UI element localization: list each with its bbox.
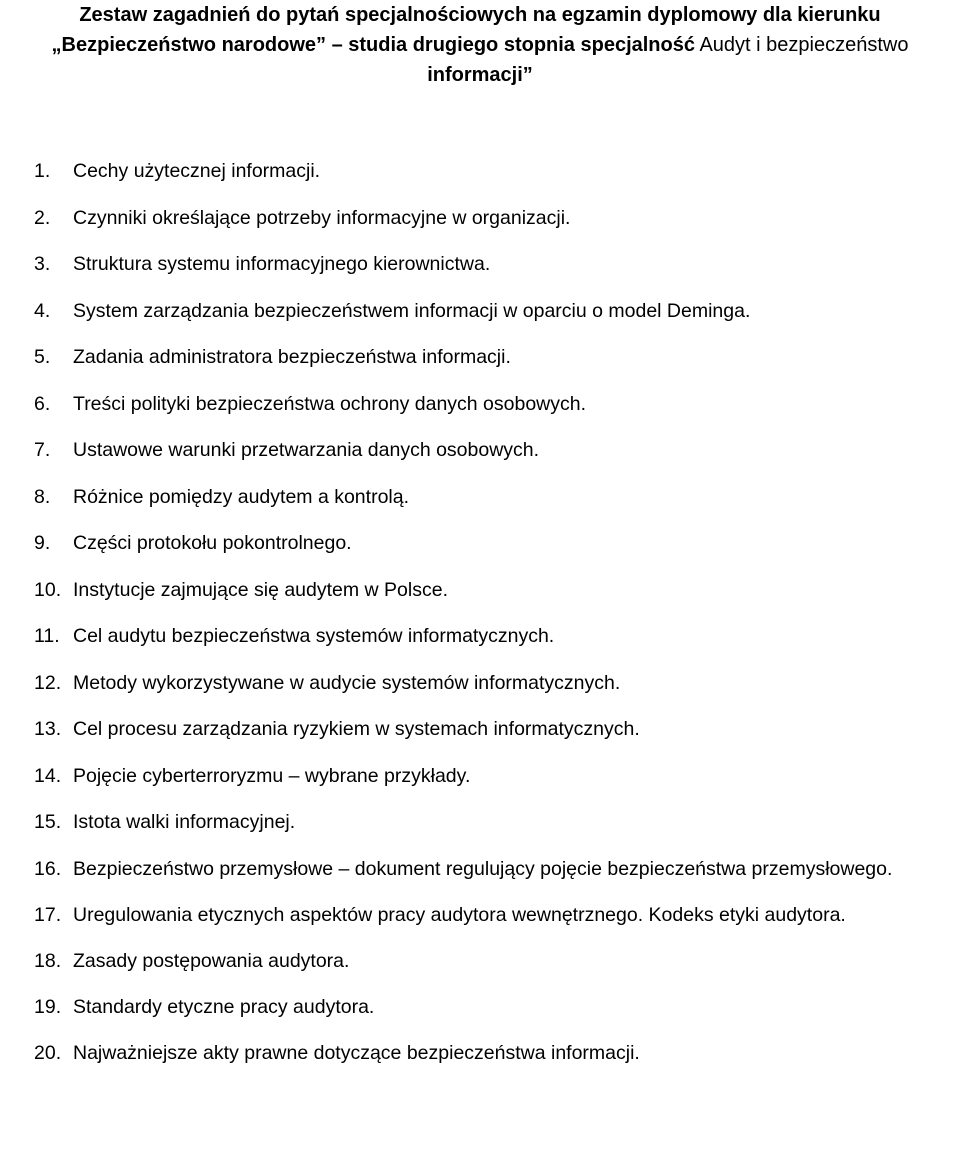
question-text: Instytucje zajmujące się audytem w Polsce. xyxy=(73,578,448,601)
question-number: 9. xyxy=(34,532,51,554)
question-item xyxy=(0,892,943,938)
question-number: 8. xyxy=(34,485,51,508)
question-text: Cechy użytecznej informacji. xyxy=(73,160,321,182)
question-item xyxy=(0,334,943,381)
question-text: Treści polityki bezpieczeństwa ochrony danych osobowych. xyxy=(73,392,587,415)
question-item xyxy=(0,846,943,892)
question-item xyxy=(0,427,943,474)
question-item xyxy=(0,381,943,428)
question-number: 19. xyxy=(34,995,62,1018)
question-number: 2. xyxy=(34,206,51,229)
question-text: Cel audytu bezpieczeństwa systemów informatycznych. xyxy=(73,625,555,647)
question-item xyxy=(0,195,943,242)
question-text: Standardy etyczne pracy audytora. xyxy=(73,995,375,1018)
question-text: Metody wykorzystywane w audycie systemów informatycznych. xyxy=(73,671,621,694)
question-number: 17. xyxy=(34,903,62,926)
question-item xyxy=(0,288,943,335)
question-item xyxy=(0,241,943,288)
question-text: Pojęcie cyberterroryzmu – wybrane przykłady. xyxy=(73,764,471,787)
question-item xyxy=(0,1030,943,1076)
question-item xyxy=(0,567,943,614)
document-title xyxy=(30,0,930,90)
question-number: 16. xyxy=(34,857,62,880)
title-line-2 xyxy=(30,30,930,60)
question-number: 10. xyxy=(34,578,62,601)
question-text: Czynniki określające potrzeby informacyjne w organizacji. xyxy=(73,206,571,229)
title-line-3: informacji” xyxy=(427,64,533,86)
question-number: 13. xyxy=(34,718,62,740)
question-number: 18. xyxy=(34,949,62,972)
question-number: 4. xyxy=(34,299,51,322)
question-number: 12. xyxy=(34,671,62,694)
question-number: 3. xyxy=(34,253,51,275)
question-text: Istota walki informacyjnej. xyxy=(73,811,296,833)
question-text: Najważniejsze akty prawne dotyczące bezpieczeństwa informacji. xyxy=(73,1041,640,1064)
question-item xyxy=(0,706,943,753)
question-text: System zarządzania bezpieczeństwem informacji w oparciu o model Deminga. xyxy=(73,299,751,322)
question-text: Zasady postępowania audytora. xyxy=(73,949,350,972)
question-item xyxy=(0,753,943,800)
question-text: Struktura systemu informacyjnego kierownictwa. xyxy=(73,253,491,275)
question-item xyxy=(0,938,943,984)
question-number: 11. xyxy=(34,625,60,647)
question-text: Różnice pomiędzy audytem a kontrolą. xyxy=(73,485,410,508)
question-item xyxy=(0,148,943,195)
question-number: 1. xyxy=(34,160,51,182)
question-item xyxy=(0,520,943,567)
question-text: Uregulowania etycznych aspektów pracy audytora wewnętrznego. Kodeks etyki audytora. xyxy=(73,903,846,926)
question-number: 7. xyxy=(34,439,51,461)
question-list xyxy=(0,148,960,1076)
question-text: Cel procesu zarządzania ryzykiem w systemach informatycznych. xyxy=(73,718,640,740)
question-number: 5. xyxy=(34,346,51,368)
question-number: 6. xyxy=(34,392,51,415)
title-line-1: Zestaw zagadnień do pytań specjalnościowych na egzamin dyplomowy dla kierunku xyxy=(79,4,881,26)
question-text: Zadania administratora bezpieczeństwa informacji. xyxy=(73,346,511,368)
title-line-2-bold: „Bezpieczeństwo narodowe” – studia drugiego stopnia specjalność xyxy=(51,34,695,56)
title-line-2-normal: Audyt i bezpieczeństwo xyxy=(695,34,909,56)
question-number: 15. xyxy=(34,811,62,833)
question-text: Ustawowe warunki przetwarzania danych osobowych. xyxy=(73,439,540,461)
question-number: 14. xyxy=(34,764,62,787)
question-text: Części protokołu pokontrolnego. xyxy=(73,532,352,554)
question-item xyxy=(0,984,943,1030)
question-item xyxy=(0,660,943,707)
question-text: Bezpieczeństwo przemysłowe – dokument regulujący pojęcie bezpieczeństwa przemysłowego. xyxy=(73,857,893,880)
question-item xyxy=(0,613,943,660)
question-item xyxy=(0,799,943,846)
question-item xyxy=(0,474,943,521)
question-number: 20. xyxy=(34,1041,62,1064)
